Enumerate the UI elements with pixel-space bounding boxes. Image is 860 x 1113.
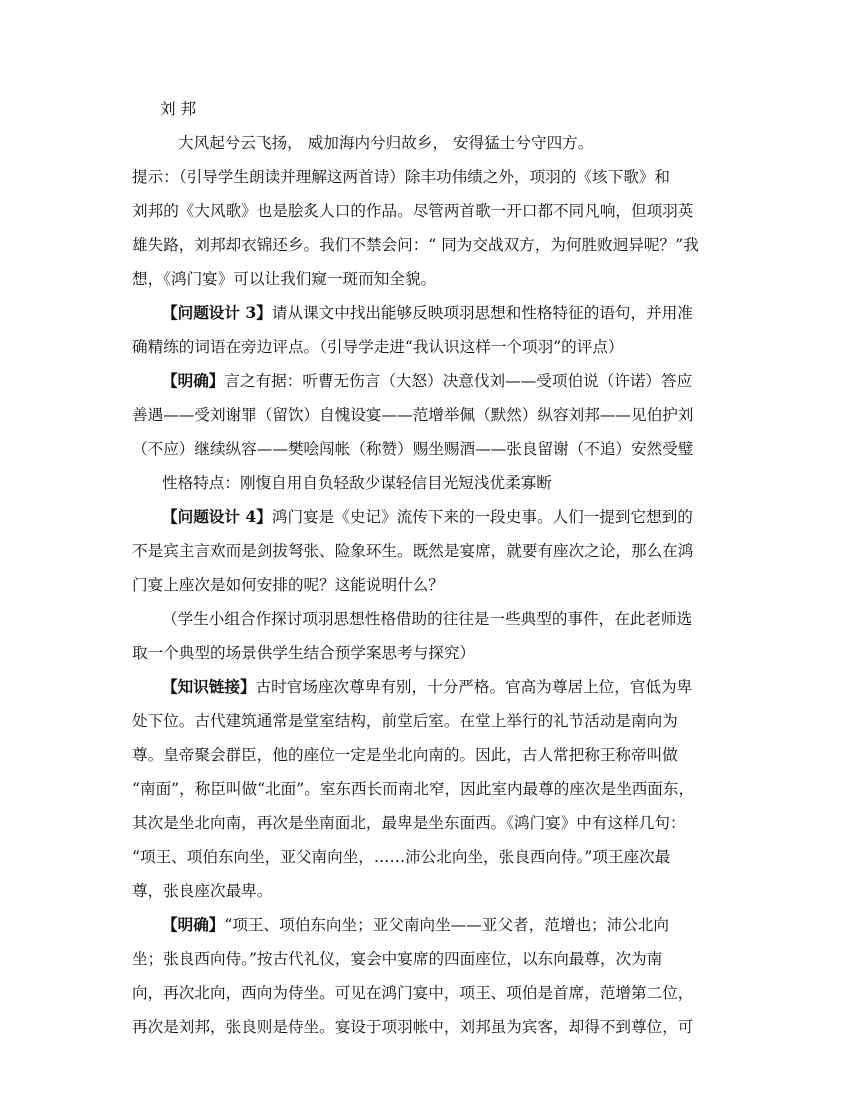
group-note-line-2: 取一个典型的场景供学生结合预学案思考与探究） (132, 644, 476, 662)
q3-line-1 (162, 303, 693, 323)
clarify1-line-2: 善遇——受刘谢罪（留饮）自愧设宴——范增举佩（默然）纵容刘邦——见伯护刘 (132, 406, 694, 424)
knowledge-line-3: 尊。皇帝聚会群臣，他的座位一定是坐北向南的。因此，古人常把称王称帝叫做 (132, 746, 678, 764)
q4-line-3: 门宴上座次是如何安排的呢？这能说明什么？ (132, 576, 444, 594)
hint-line-1: 提示：（引导学生朗读并理解这两首诗）除丰功伟绩之外，项羽的《垓下歌》和 (132, 168, 670, 186)
clarify1-line-1 (162, 371, 692, 391)
knowledge-line-7: 尊，张良座次最卑。 (132, 882, 273, 900)
knowledge-line-2: 处下位。古代建筑通常是堂室结构，前堂后室。在堂上举行的礼节活动是南向为 (132, 712, 678, 730)
q4-line-1 (162, 507, 693, 527)
poem-text: 大风起兮云飞扬， 威加海内兮归故乡， 安得猛士兮守四方。 (178, 134, 594, 152)
clarify1-label: 【明确】 (162, 371, 225, 390)
poem-author: 刘 邦 (160, 100, 197, 118)
q4-line-2: 不是宾主言欢而是剑拔弩张、险象环生。既然是宴席，就要有座次之论，那么在鸿 (132, 542, 694, 560)
q4-text: 鸿门宴是《史记》流传下来的一段史事。人们一提到它想到的 (271, 508, 693, 526)
q4-label: 【问题设计 4】 (162, 507, 272, 526)
clarify2-line-1 (162, 915, 669, 935)
clarify1-line-3: （不应）继续纵容——樊哙闯帐（称赞）赐坐赐酒——张良留谢（不追）安然受璧 (132, 440, 694, 458)
clarify2-label: 【明确】 (162, 915, 225, 934)
hint-line-2: 刘邦的《大风歌》也是脍炙人口的作品。尽管两首歌一开口都不同凡响，但项羽英 (132, 202, 694, 220)
knowledge-line-4: “南面”，称臣叫做“北面”。室东西长而南北窄，因此室内最尊的座次是坐西面东， (132, 780, 695, 798)
knowledge-text: 古时官场座次尊卑有别，十分严格。官高为尊居上位，官低为卑 (255, 678, 693, 696)
hint-line-3: 雄失路，刘邦却衣锦还乡。我们不禁会问：“ 同为交战双方，为何胜败迥异呢？”我 (132, 236, 699, 254)
clarify2-text: “项王、项伯东向坐；亚父南向坐——亚父者，范增也；沛公北向 (224, 916, 669, 934)
clarify2-line-4: 再次是刘邦，张良则是侍坐。宴设于项羽帐中，刘邦虽为宾客，却得不到尊位，可 (132, 1018, 694, 1036)
knowledge-line-1 (162, 677, 692, 697)
knowledge-line-5: 其次是坐北向南，再次是坐南面北，最卑是坐东面西。《鸿门宴》中有这样几句： (132, 814, 686, 832)
knowledge-line-6: “项王、项伯东向坐，亚父南向坐，……沛公北向坐，张良西向侍。”项王座次最 (132, 848, 671, 866)
clarify2-line-2: 坐；张良西向侍。”按古代礼仪，宴会中宴席的四面座位，以东向最尊，次为南 (132, 950, 663, 968)
clarify1-text: 言之有据：听曹无伤言（大怒）决意伐刘——受项伯说（许诺）答应 (224, 372, 693, 390)
traits-line: 性格特点：刚愎自用自负轻敌少谋轻信目光短浅优柔寡断 (162, 474, 552, 492)
clarify2-line-3: 向，再次北向，西向为侍坐。可见在鸿门宴中，项王、项伯是首席，范增第二位， (132, 984, 694, 1002)
q3-text: 请从课文中找出能够反映项羽思想和性格特征的语句，并用准 (271, 304, 693, 322)
group-note-line-1: （学生小组合作探讨项羽思想性格借助的往往是一些典型的事件，在此老师选 (162, 610, 693, 628)
hint-line-4: 想，《鸿门宴》可以让我们窥一斑而知全貌。 (132, 270, 437, 288)
q3-line-2: 确精练的词语在旁边评点。（引导学走进“我认识这样一个项羽”的评点） (132, 338, 624, 356)
knowledge-label: 【知识链接】 (162, 677, 256, 696)
q3-label: 【问题设计 3】 (162, 303, 272, 322)
